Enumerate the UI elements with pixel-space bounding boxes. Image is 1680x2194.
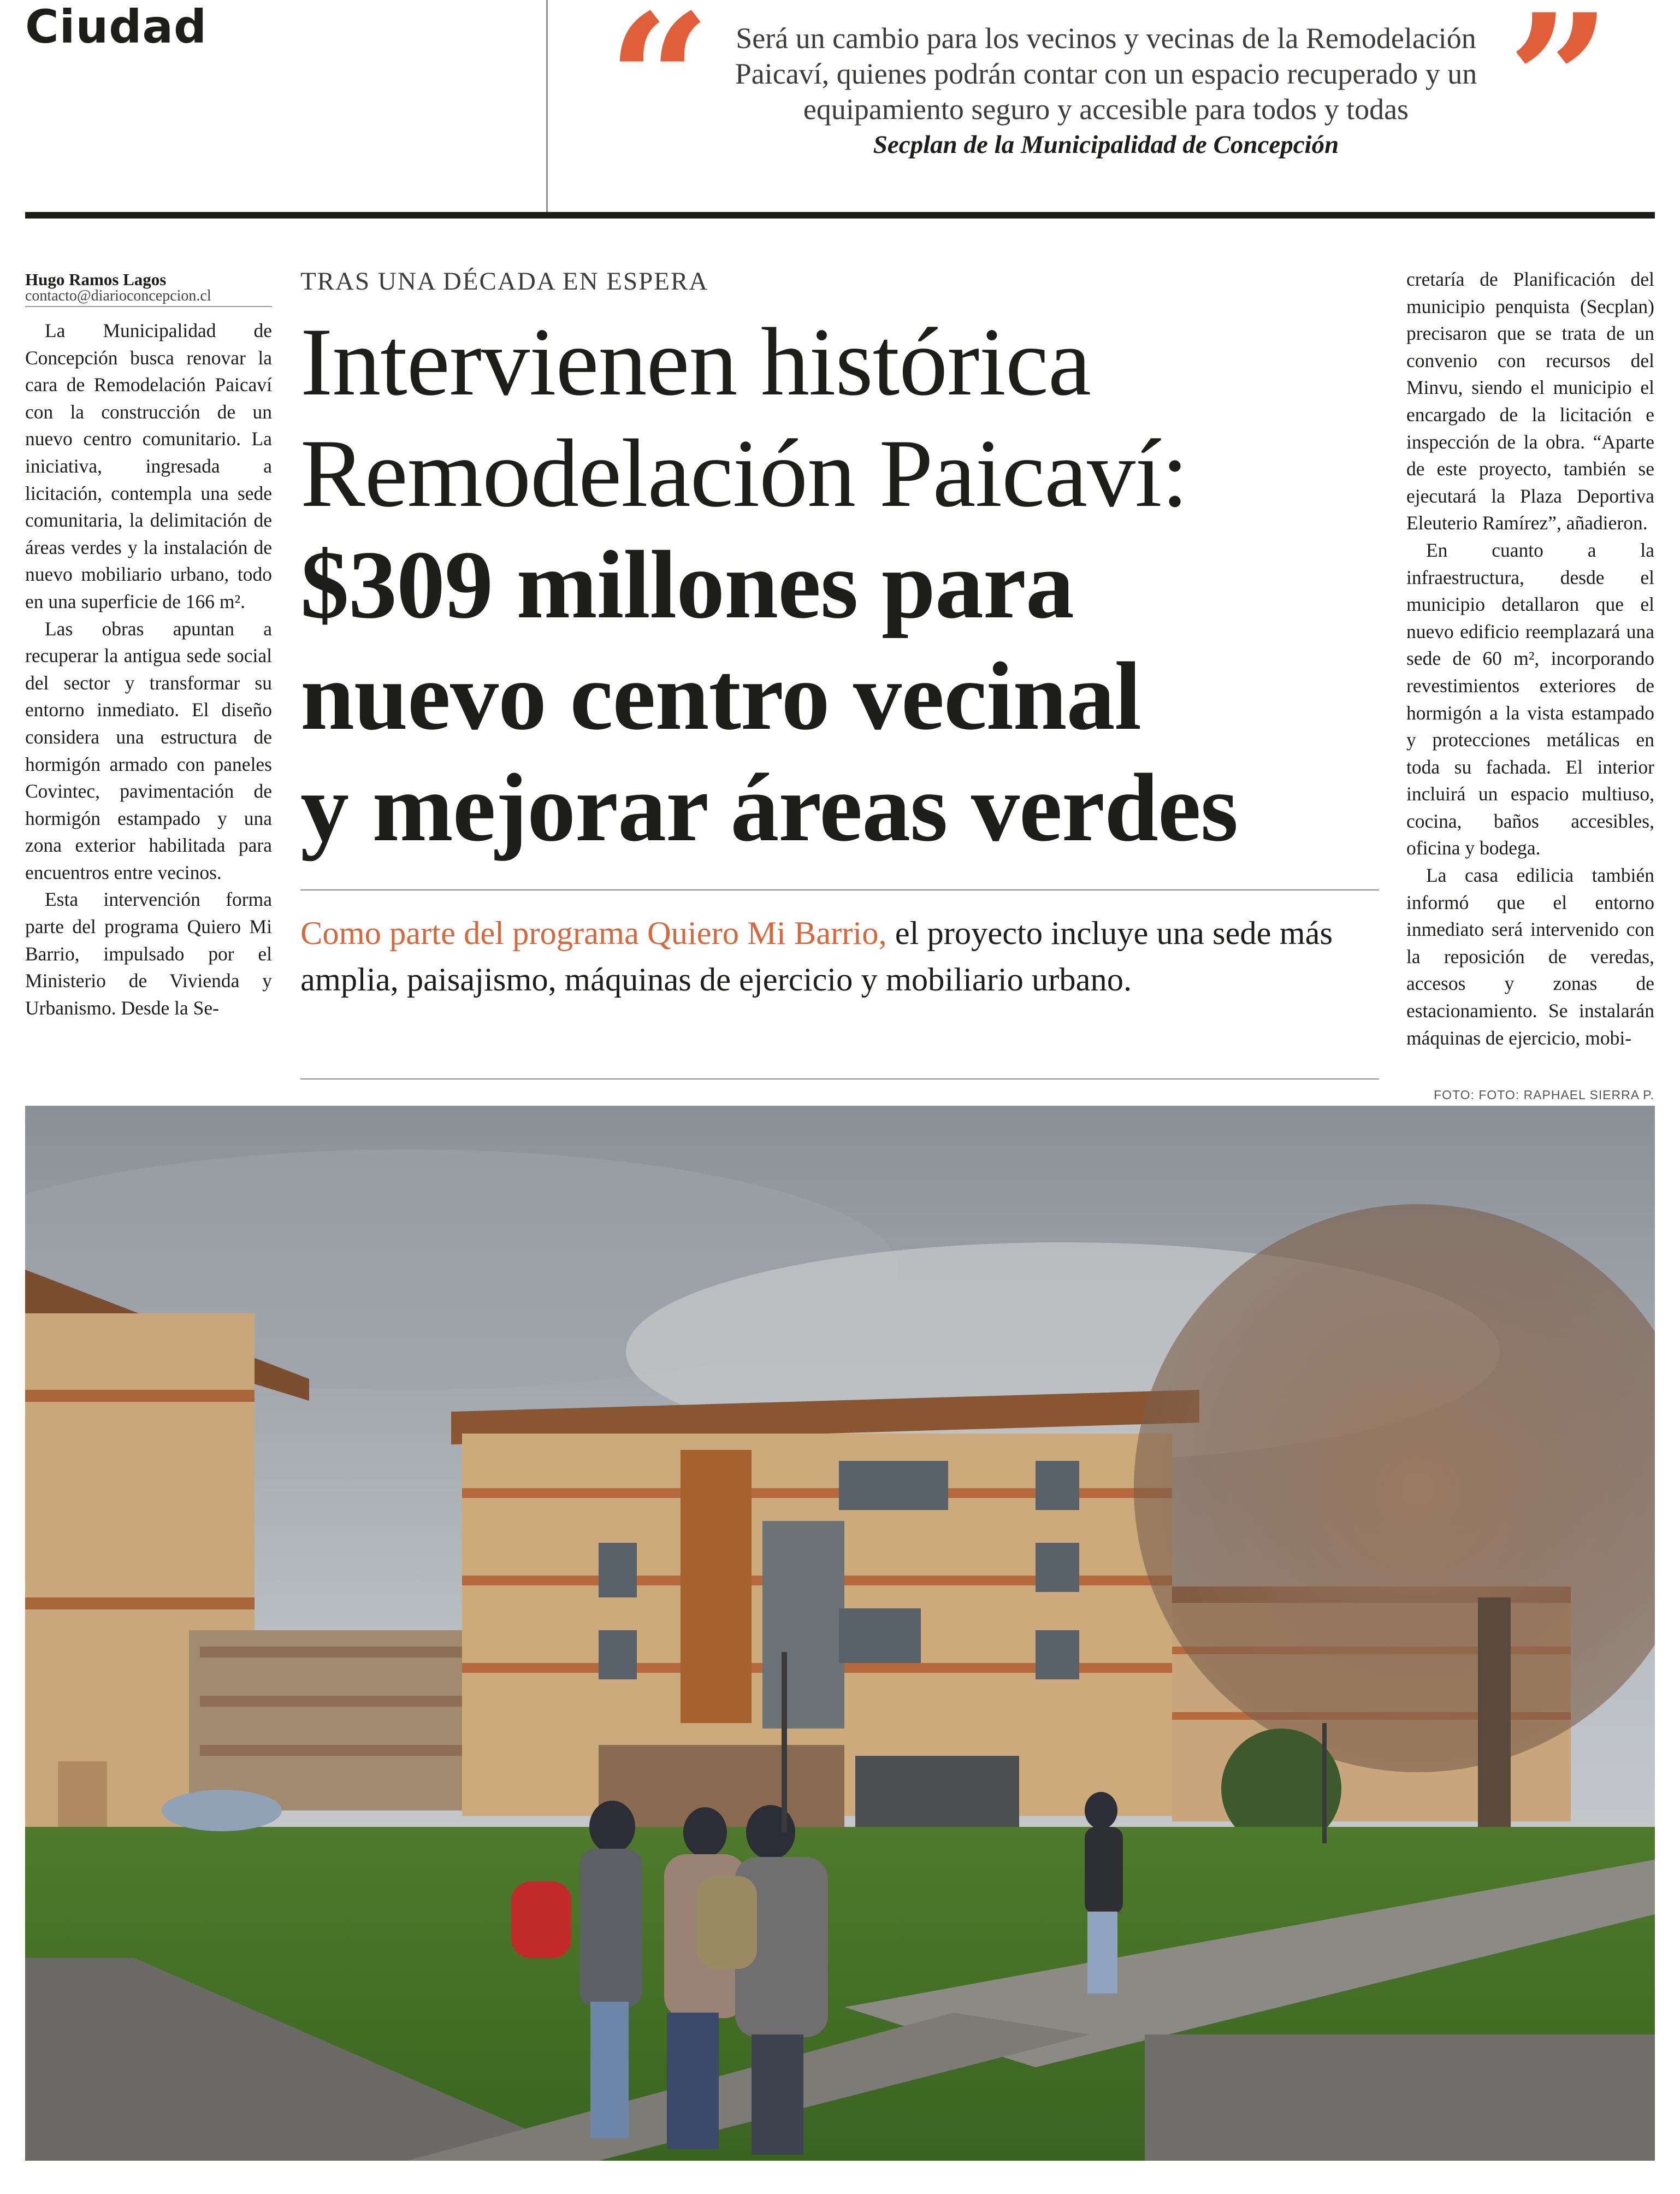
article-photo — [25, 1106, 1655, 2161]
quote-open-icon: “ — [607, 0, 711, 186]
pull-quote-source: Secplan de la Municipalidad de Concepción — [873, 131, 1339, 159]
paragraph: Esta intervención forma parte del programa Quiero Mi Barrio, impulsado por el Ministerio de Vivienda y Urbanismo. Desde la Se- — [25, 888, 272, 1019]
kicker: TRAS UNA DÉCADA EN ESPERA — [300, 267, 709, 296]
pull-quote: Será un cambio para los vecinos y vecinas de la Remodelación Paicaví, quienes podrán contar con un espacio recuperado y un equipamiento seguro y accesible para todos y todas — [735, 22, 1477, 126]
byline-author: Hugo Ramos Lagos — [25, 270, 167, 289]
article-column-left — [25, 317, 272, 1022]
paragraph: La Municipalidad de Concepción busca renovar la cara de Remodelación Paicaví con la construcción de un nuevo centro comunitario. La iniciativa, ingresada a licitación, contempla una sede comunitaria, la delimitación de áreas verdes y la instalación de nuevo mobiliario urbano, todo en una superficie de 166 m². — [25, 320, 272, 612]
deck-text: el proyecto incluye una sede más amplia, paisajismo, máquinas de ejercicio y mobiliario urbano. — [300, 915, 1333, 998]
deck-rule-bottom — [300, 1078, 1379, 1080]
photo-credit: FOTO: FOTO: RAPHAEL SIERRA P. — [1434, 1088, 1654, 1102]
deck-accent: Como parte del programa Quiero Mi Barrio, — [300, 915, 887, 952]
headline-line: $309 millones para — [300, 530, 1074, 639]
quote-close-icon: ” — [1507, 0, 1611, 186]
deck — [300, 910, 1379, 1003]
paragraph: Las obras apuntan a recuperar la antigua sede social del sector y transformar su entorno inmediato. El diseño considera una estructura de hormigón armado con paneles Covintec, pavimentación de hormigón estampado y una zona exterior habilitada para encuentros entre vecinos. — [25, 617, 272, 883]
section-label: Ciudad — [25, 0, 208, 54]
article-column-right — [1406, 266, 1654, 1052]
headline-line: Intervienen histórica — [300, 308, 1091, 416]
header-divider — [546, 0, 548, 213]
paragraph: En cuanto a la infraestructura, desde el municipio detallaron que el nuevo edificio reemplazará una sede de 60 m², incorporando revestimientos exteriores de hormigón a la vista estampado y protecciones metálicas en toda su fachada. El interior incluirá un espacio multiuso, cocina, baños accesibles, oficina y bodega. — [1406, 539, 1654, 859]
headline-line: Remodelación Paicaví: — [300, 419, 1188, 527]
paragraph: cretaría de Planificación del municipio penquista (Secplan) precisaron que se trata de un convenio con recursos del Minvu, siendo el municipio el encargado de la licitación e inspección de la obra. “Aparte de este proyecto, también se ejecutará la Plaza Deportiva Eleuterio Ramírez”, añadieron. — [1406, 268, 1654, 534]
paragraph: La casa edilicia también informó que el entorno inmediato será intervenido con la reposición de veredas, accesos y zonas de estacionamiento. Se instalarán máquinas de ejercicio, mobi- — [1406, 864, 1654, 1049]
deck-rule-top — [300, 889, 1379, 890]
top-rule — [25, 212, 1655, 219]
byline-email[interactable]: contacto@diarioconcepcion.cl — [25, 287, 211, 304]
headline — [300, 306, 1393, 863]
headline-line: nuevo centro vecinal — [300, 642, 1141, 750]
headline-line: y mejorar áreas verdes — [300, 753, 1238, 862]
byline-rule — [25, 306, 272, 307]
